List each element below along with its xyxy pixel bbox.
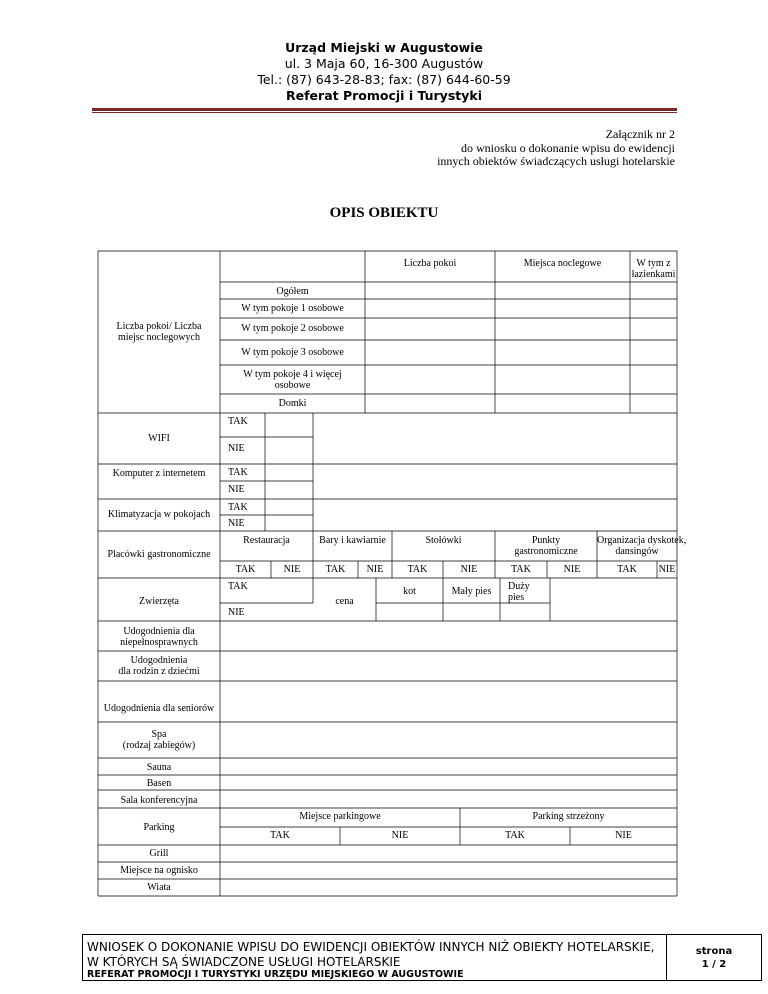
page-title: OPIS OBIEKTU [329, 205, 439, 221]
disabled-label-line: niepełnosprawnych [120, 637, 198, 648]
pets-big-dog-line: pies [508, 592, 525, 603]
computer-yes: TAK [228, 467, 248, 478]
pets-label: Zwierzęta [139, 596, 179, 607]
computer-no: NIE [228, 484, 245, 495]
spa-label-line: (rodzaj zabiegów) [122, 740, 196, 751]
points-yes: TAK [511, 564, 531, 575]
wifi-yes: TAK [228, 416, 248, 427]
pool-label: Basen [146, 778, 172, 789]
col-bathrooms-line: łazienkami [631, 269, 676, 280]
points-no: NIE [563, 564, 581, 575]
pets-big-dog-line: Duży [508, 581, 530, 592]
office-address: ul. 3 Maja 60, 16-300 Augustów [284, 56, 484, 71]
office-name: Urząd Miejski w Augustowie [285, 40, 483, 55]
gastro-disco-line: dansingów [615, 546, 659, 557]
page-number [667, 945, 761, 971]
campfire-label: Miejsce na ognisko [120, 865, 198, 876]
bars-yes: TAK [325, 564, 346, 575]
page-number-label: strona [695, 946, 733, 957]
bars-no: NIE [366, 564, 384, 575]
col-beds: Miejsca noclegowe [523, 258, 602, 269]
parking-spaces: Miejsce parkingowe [299, 811, 381, 822]
col-bathrooms-line: W tym z [636, 258, 671, 269]
disco-yes: TAK [617, 564, 637, 575]
department-name: Referat Promocji i Turystyki [286, 88, 482, 103]
annex-line: Załącznik nr 2 [605, 127, 675, 141]
office-contact: Tel.: (87) 643-28-83; fax: (87) 644-60-59 [257, 72, 511, 87]
rooms-group-label-line: Liczba pokoi/ Liczba [116, 321, 202, 332]
pets-big-dog [500, 581, 558, 603]
parking-guarded-yes: TAK [505, 830, 525, 841]
row-total: Ogółem [276, 286, 309, 297]
families-label-line: Udogodnienia [130, 655, 188, 666]
families-label-line: dla rodzin z dziećmi [118, 666, 200, 677]
parking-spaces-yes: TAK [270, 830, 290, 841]
seniors-label: Udogodnienia dla seniorów [103, 703, 215, 714]
row-single: W tym pokoje 1 osobowe [241, 303, 344, 314]
families-label [98, 655, 220, 677]
gastro-label: Placówki gastronomiczne [107, 549, 211, 560]
canteens-no: NIE [460, 564, 478, 575]
parking-label: Parking [143, 822, 175, 833]
shelter-label: Wiata [147, 882, 171, 893]
ac-no: NIE [228, 518, 245, 529]
annex-line: innych obiektów świadczących usługi hotelarskie [437, 154, 675, 168]
parking-spaces-no: NIE [391, 830, 409, 841]
row-quad-line: osobowe [274, 380, 311, 391]
row-quad-line: W tym pokoje 4 i więcej [243, 369, 342, 380]
wifi-label: WIFI [148, 433, 170, 444]
annex-line: do wniosku o dokonanie wpisu do ewidencji [461, 140, 675, 155]
disco-no: NIE [658, 564, 676, 575]
conference-label: Sala konferencyjna [120, 795, 198, 806]
footer-title: WNIOSEK O DOKONANIE WPISU DO EWIDENCJI OBIEKTÓW INNYCH NIŻ OBIEKTY HOTELARSKIE, W KTÓRYCH SĄ ŚWIADCZONE USŁUGI HOTELARSKIE [87, 940, 655, 969]
col-bathrooms [630, 258, 677, 280]
gastro-disco [597, 535, 687, 557]
gastro-bars: Bary i kawiarnie [319, 535, 386, 546]
gastro-points-line: Punkty [531, 535, 561, 546]
canteens-yes: TAK [407, 564, 428, 575]
disabled-label [98, 626, 220, 648]
pets-yes: TAK [228, 581, 248, 592]
page-number-value: 1 / 2 [701, 959, 727, 970]
spa-label-line: Spa [151, 729, 167, 740]
parking-guarded-no: NIE [615, 830, 632, 841]
disabled-label-line: Udogodnienia dla [123, 626, 195, 637]
row-quad [220, 369, 365, 391]
ac-yes: TAK [228, 502, 248, 513]
gastro-restaurant: Restauracja [243, 535, 290, 546]
parking-guarded: Parking strzeżony [532, 811, 605, 822]
sauna-label: Sauna [146, 762, 172, 773]
computer-label: Komputer z internetem [112, 468, 206, 479]
gastro-points-line: gastronomiczne [514, 546, 578, 557]
wifi-no: NIE [228, 443, 245, 454]
footer-department: REFERAT PROMOCJI I TURYSTYKI URZĘDU MIEJSKIEGO W AUGUSTOWIE [87, 969, 464, 980]
pets-small-dog: Mały pies [451, 586, 492, 597]
row-double: W tym pokoje 2 osobowe [241, 323, 344, 334]
gastro-disco-line: Organizacja dyskotek, [597, 535, 687, 546]
page-footer [82, 934, 762, 981]
rooms-group-label-line: miejsc noclegowych [118, 332, 200, 343]
gastro-points [495, 535, 597, 557]
pets-price: cena [335, 596, 354, 607]
restaurant-no: NIE [283, 564, 301, 575]
pets-no: NIE [228, 607, 245, 618]
pets-cat: kot [403, 586, 416, 597]
spa-label [98, 729, 220, 751]
col-rooms: Liczba pokoi [403, 258, 457, 269]
restaurant-yes: TAK [235, 564, 256, 575]
grill-label: Grill [149, 848, 169, 859]
row-cottages: Domki [278, 398, 307, 409]
rooms-group-label [98, 321, 220, 343]
ac-label: Klimatyzacja w pokojach [107, 509, 211, 520]
row-triple: W tym pokoje 3 osobowe [241, 347, 344, 358]
gastro-canteens: Stołówki [425, 535, 462, 546]
